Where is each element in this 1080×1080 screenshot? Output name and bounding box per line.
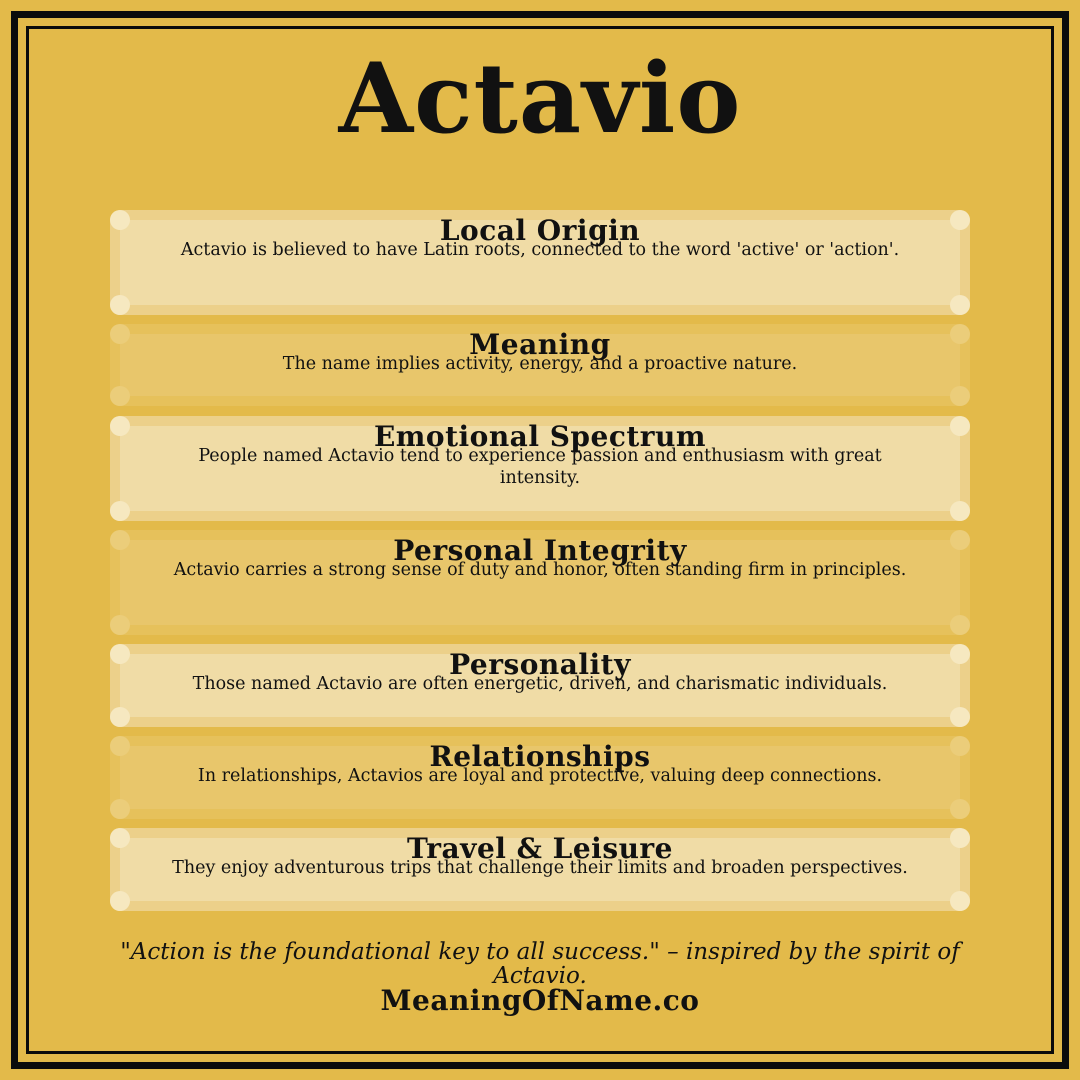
section-card-meaning (110, 324, 970, 406)
section-text: The name implies activity, energy, and a proactive nature. (282, 354, 798, 374)
section-heading: Personal Integrity (393, 534, 687, 567)
section-text: They enjoy adventurous trips that challenge their limits and broaden perspectives. (172, 858, 908, 878)
inspirational-quote: "Action is the foundational key to all success." – inspired by the spirit of Actavio. (120, 939, 960, 989)
section-heading: Relationships (429, 740, 651, 773)
section-text: Actavio is believed to have Latin roots, connected to the word 'active' or 'action'. (180, 240, 900, 260)
section-heading: Meaning (469, 328, 611, 361)
section-heading: Local Origin (439, 214, 641, 247)
section-heading: Travel & Leisure (406, 832, 673, 865)
section-card-relationships (110, 736, 970, 819)
section-text: In relationships, Actavios are loyal and protective, valuing deep connections. (197, 766, 883, 786)
section-card-local-origin (110, 210, 970, 315)
section-text: Those named Actavio are often energetic, driven, and charismatic individuals. (192, 674, 888, 694)
section-text: Actavio carries a strong sense of duty and honor, often standing firm in principles. (173, 560, 907, 580)
section-card-personality (110, 644, 970, 727)
section-card-travel-leisure (110, 828, 970, 911)
name-title: Actavio (338, 42, 742, 155)
section-card-emotional-spectrum (110, 416, 970, 521)
section-card-personal-integrity (110, 530, 970, 635)
site-name: MeaningOfName.co (380, 984, 700, 1017)
section-text: People named Actavio tend to experience passion and enthusiasm with great intensity. (198, 446, 882, 488)
section-heading: Personality (449, 648, 631, 681)
section-heading: Emotional Spectrum (373, 420, 707, 453)
